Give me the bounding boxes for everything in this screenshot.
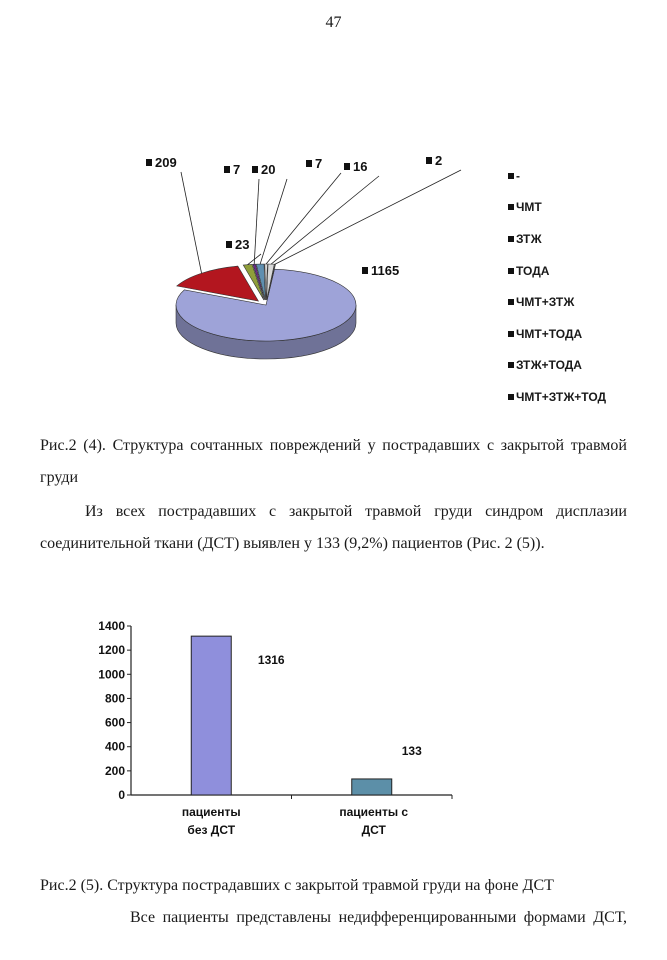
bar-data-label: 1316 <box>257 653 285 668</box>
pie-data-label: 16 <box>353 159 368 174</box>
y-tick-label: 1400 <box>98 619 125 633</box>
pie-data-label: 23 <box>235 237 250 252</box>
pie-data-label: 7 <box>315 156 323 171</box>
pie-data-label: 2 <box>435 153 443 168</box>
legend-label: ЧМТ+ТОДА <box>516 326 583 341</box>
figure1-caption: Рис.2 (4). Структура сочтанных повреждений у пострадавших с закрытой травмой груди <box>40 437 627 486</box>
x-category-label: пациенты с <box>339 805 409 819</box>
y-tick-label: 800 <box>104 691 125 706</box>
legend-label: ЧМТ <box>516 200 542 215</box>
body-paragraph-1: Из всех пострадавших с закрытой травмой груди синдром дисплазии соединительной ткани (ДСТ) выявлен у 133 (9,2%) пациентов (Рис. 2 (5)). <box>40 503 627 552</box>
y-tick-label: 400 <box>104 739 125 754</box>
legend-label: ЗТЖ <box>516 231 542 246</box>
legend-label: ЗТЖ+ТОДА <box>516 358 582 373</box>
x-category-label: без ДСТ <box>187 823 236 837</box>
y-tick-label: 1200 <box>98 643 125 658</box>
pie-data-label: 7 <box>233 162 241 177</box>
y-tick-label: 600 <box>104 715 125 730</box>
body-paragraph-2-text: Все пациенты представлены недифференцированными формами ДСТ, <box>130 909 627 926</box>
legend-label: ЧМТ+ЗТЖ <box>516 295 575 310</box>
bar <box>191 636 231 795</box>
y-tick-label: 1000 <box>98 667 125 682</box>
bar <box>352 779 392 795</box>
bar-data-label: 133 <box>401 743 422 758</box>
page-number: 47 <box>325 14 342 31</box>
body-paragraph-2 <box>40 902 627 934</box>
pie-data-label: 1165 <box>371 263 400 278</box>
pie-data-label: 209 <box>155 155 177 170</box>
legend-label: ТОДА <box>516 263 550 278</box>
legend-label: - <box>516 168 520 183</box>
y-tick-label: 200 <box>104 763 125 778</box>
bar-marks <box>191 636 392 795</box>
x-category-label: ДСТ <box>361 823 386 837</box>
x-category-label: пациенты <box>181 805 241 819</box>
legend-label: ЧМТ+ЗТЖ+ТОД <box>516 389 607 404</box>
pie-data-label: 20 <box>261 162 276 177</box>
y-tick-label: 0 <box>118 788 125 802</box>
figure2-caption: Рис.2 (5). Структура пострадавших с закрытой травмой груди на фоне ДСТ <box>40 877 554 894</box>
bar-axes <box>98 619 452 802</box>
